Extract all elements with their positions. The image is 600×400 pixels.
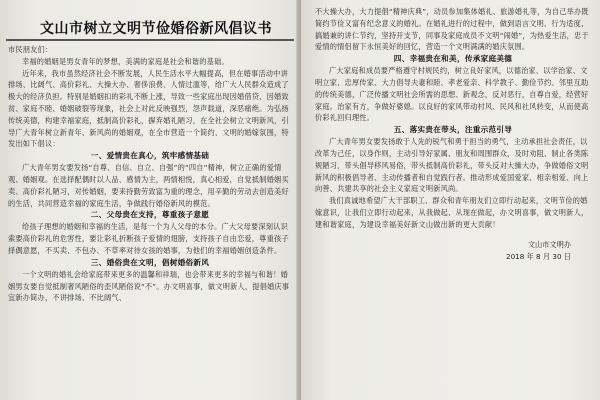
intro-paragraph-1: 幸福的婚姻是男女青年的梦想，美满的家庭是社会和谐的基础。 [22,56,229,66]
section-paragraph-3-continued: 不大操大办，大力提倡“精神庆典”，动员参加集体婚礼、旅游婚礼等，为自己举办既简约节俭又富有纪念意义的婚礼。在婚礼进行的过程中，做到语言文明、行为适度、搞婚兼的讲仁节约，坚持开支节，同事及家庭成员不文明“闹婚”，为热爱生活，忠于爱情的情侣留下永恒美好的回忆，营造一个文明满满的婚庆氛围。 [315,7,589,52]
section-paragraph-3: 一个文明的婚礼会给家庭带来更多的温馨和祥瑞，也会带来更多的幸福与和谐！婚姻男女要自觉抵制奢风陋俗的歪风陋俗说“不”。办文明喜事，做文明新人，提倡婚庆事宜新办简办，不讲排场、不比阔气、 [8,269,290,303]
signature: 文山市文明办 [527,239,571,249]
section-paragraph-4: 广大家庭和成员要严格遵守村规民约，树立良好家风，以德治家、以学治家、文明立家、忠厚传家、大力倡导夫妻和睦、孝老爱亲、科学教子、勤俭节约、邻里互助的传统美德，广泛传播文明社会所需的思想、新观念，反对恶行，自尊自爱，经营好家庭。治家有方，争做好婆媳。以良好的家风带动村风、民风和社风转变，从而使高价彩礼回归理性。 [315,66,589,123]
title-divider [6,39,294,41]
section-heading-5: 五、落实贵在带头，注重示范引导 [393,125,513,135]
right-column [315,6,591,263]
section-paragraph-5: 广大青年男女要发扬敢于人先的锐气和勇于担当的勇气，主动承担社会责任，以改革为己任，以身作则，主动引导好家属、朋友和周围群众，及时劝阻、制止各类陈规陋习，带头倡导移风易俗，带头抵制高价彩礼，带头反对大操大办，争做婚俗文明新风的积极倡导者、主动传播者和自觉践行者。推动形成爱国爱家、相亲相爱、向上向善、共建共享的社会主义家庭文明新风尚。 [315,137,589,194]
closing-paragraph: 我们真诚地希望广大干部职工、群众和青年朋友们立即行动起来，文明节俭的婚嫁意识，让我们立即行动起来，从我做起、从现在做起，办文明喜事，做文明新人，建和谐家庭，为建设幸福美好新文山做出新的更大贡献！ [315,196,589,229]
section-heading-1: 一、爱情贵在真心，筑牢感情基础 [90,151,210,161]
left-column [8,44,292,304]
right-page [301,0,600,400]
intro-paragraph-2: 近年来，我市虽然经济社会不断发展，人民生活水平大幅提高，但在婚事活动中讲排场、比阔气、高价彩礼、大操大办、奢侈浪费、人情过滥等，给广大人民群众造成了极大的经济负担。特别是婚姻扣的彩礼不断上涨，导致一些家庭出现因婚借贷、因婚致贫、家庭不睦、婚姻破裂等现象，社会上对此反映强烈，怨声载道，深恶痛绝。为弘扬传统美德，构建幸福家庭，抵制高价彩礼，摒弃婚礼陋习，在全社会树立文明新风，引导广大青年树立新青年、新风尚的婚姻观，在全市营造一个简约、文明的婚嫁氛围，特发出如下倡议： [8,68,289,149]
date: 2018 年 8 月 30 日 [506,251,571,261]
document-title: 文山市树立文明节俭婚俗新风倡议书 [40,21,272,37]
section-paragraph-1: 广大青年男女要发扬“自尊、自信、自立、自强”的“四自”精神，树立正确的爱情观、婚姻观。在选择配偶时以人品、感情为主，两情相悦，真心相爱，自觉抵制婚姻买卖、高价彩礼陋习，对传婚姻，要来持勤劳致富为重的理念，用辛勤的劳动去创造美好的生活，共同营造幸福的家庭生活，争做践行婚俗新风的模范。 [8,163,289,208]
section-heading-4: 四、幸福贵在和美，传承家庭美德 [393,54,513,64]
section-heading-3: 三、婚俗贵在文明，倡树婚俗新风 [90,257,210,267]
left-page [0,0,299,400]
section-heading-2: 二、父母贵在支持，尊重孩子意愿 [90,210,210,220]
greeting: 市民朋友们： [8,45,53,54]
section-paragraph-2: 给孩子理想的婚姻和幸福的生活，是每一个为人父母的本分。广大父母要深刻认识索要高价彩礼的危害性，要让彩礼折断孩子爱情的翅膀，支持孩子自由恋爱，尊重孩子择偶意愿，不买卖、不包办、不草率对待女孩的婚事，为他们的幸福婚姻创造条件。 [8,222,289,255]
